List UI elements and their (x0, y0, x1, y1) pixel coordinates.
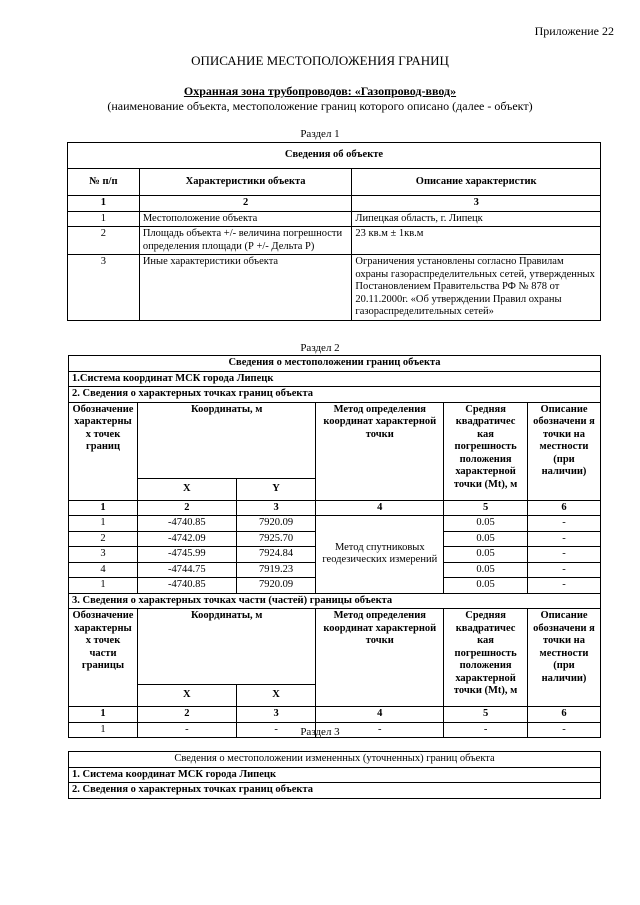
table-row (68, 211, 601, 227)
point-number: 1 (69, 516, 138, 532)
parts-title: 3. Сведения о характерных точках части (частей) границы объекта (69, 593, 601, 609)
header-error: Средняя квадратичес кая погрешность положения характерной точки (Мt), м (444, 402, 528, 500)
col-number: 5 (444, 500, 528, 516)
point-number: 4 (69, 562, 138, 578)
point-error: 0.05 (444, 516, 528, 532)
point-number: 3 (69, 547, 138, 563)
header-description: Описание характеристик (352, 169, 601, 196)
col-number: 5 (444, 707, 528, 723)
col-number: 4 (316, 500, 444, 516)
section1-table (67, 142, 601, 321)
point-desc: - (528, 578, 601, 594)
header-point: Обозначение характерны х точек границ (69, 402, 138, 500)
header-coords: Координаты, м (137, 609, 315, 685)
point-x: -4740.85 (137, 516, 236, 532)
row-name: Местоположение объекта (139, 211, 352, 227)
point-error: 0.05 (444, 547, 528, 563)
coord-system: 1. Система координат МСК города Липецк (69, 767, 601, 783)
coord-system: 1.Система координат МСК города Липецк (69, 371, 601, 387)
point-number: 2 (69, 531, 138, 547)
point-x: - (137, 722, 236, 738)
header-coords: Координаты, м (137, 402, 315, 478)
points-title: 2. Сведения о характерных точках границ объекта (69, 783, 601, 799)
point-x: -4740.85 (137, 578, 236, 594)
col-number: 3 (236, 707, 316, 723)
point-error: 0.05 (444, 562, 528, 578)
points-title: 2. Сведения о характерных точках границ объекта (69, 387, 601, 403)
point-x: -4745.99 (137, 547, 236, 563)
page-title: ОПИСАНИЕ МЕСТОПОЛОЖЕНИЯ ГРАНИЦ (191, 53, 449, 68)
point-y: 7924.84 (236, 547, 316, 563)
point-error: 0.05 (444, 531, 528, 547)
point-error: 0.05 (444, 578, 528, 594)
point-error: - (444, 722, 528, 738)
point-x: -4744.75 (137, 562, 236, 578)
header-desc: Описание обозначени я точки на местности (при наличии) (528, 609, 601, 707)
table-row (69, 516, 601, 532)
point-number: 1 (69, 722, 138, 738)
col-number: 1 (69, 707, 138, 723)
row-number: 1 (68, 211, 140, 227)
col-number: 2 (137, 707, 236, 723)
header-num: № п/п (68, 169, 140, 196)
point-desc: - (528, 722, 601, 738)
section2-title: Сведения о местоположении границ объекта (69, 356, 601, 372)
row-value: Ограничения установлены согласно Правилам охраны газораспределительных сетей, утвержденных Постановлением Правительства РФ № 878 от 20.11.2000г. «Об утверждении Правил охраны газораспределительных сетей» (352, 255, 601, 321)
point-y: 7925.70 (236, 531, 316, 547)
header-x: X (236, 685, 316, 707)
header-method: Метод определения координат характерной точки (316, 609, 444, 707)
point-number: 1 (69, 578, 138, 594)
col-number: 2 (139, 196, 352, 212)
section3-title: Сведения о местоположении измененных (уточненных) границ объекта (69, 752, 601, 768)
header-x: X (137, 685, 236, 707)
header-desc: Описание обозначени я точки на местности (при наличии) (528, 402, 601, 500)
point-y: 7920.09 (236, 516, 316, 532)
section2-table (68, 355, 601, 738)
section3-label: Раздел 3 (300, 726, 340, 738)
header-x: X (137, 478, 236, 500)
col-number: 3 (236, 500, 316, 516)
row-value: Липецкая область, г. Липецк (352, 211, 601, 227)
col-number: 4 (316, 707, 444, 723)
col-number: 6 (528, 500, 601, 516)
col-number: 3 (352, 196, 601, 212)
col-number: 6 (528, 707, 601, 723)
section3-table (68, 751, 601, 799)
point-y: 7919.23 (236, 562, 316, 578)
table-row (68, 255, 601, 321)
point-y: - (236, 722, 316, 738)
section1-title: Сведения об объекте (68, 143, 601, 169)
object-name: Охранная зона трубопроводов: «Газопровод-ввод» (183, 84, 457, 98)
point-desc: - (528, 516, 601, 532)
header-method: Метод определения координат характерной точки (316, 402, 444, 500)
header-y: Y (236, 478, 316, 500)
point-desc: - (528, 562, 601, 578)
section1-label: Раздел 1 (300, 128, 340, 140)
point-desc: - (528, 547, 601, 563)
header-point-part: Обозначение характерны х точек части границы (69, 609, 138, 707)
col-number: 1 (69, 500, 138, 516)
point-y: 7920.09 (236, 578, 316, 594)
appendix-label: Приложение 22 (534, 24, 614, 38)
method-cell: - (316, 722, 444, 738)
row-value: 23 кв.м ± 1кв.м (352, 227, 601, 255)
col-number: 2 (137, 500, 236, 516)
point-x: -4742.09 (137, 531, 236, 547)
point-desc: - (528, 531, 601, 547)
row-number: 3 (68, 255, 140, 321)
method-cell: Метод спутниковых геодезических измерений (316, 516, 444, 594)
row-name: Иные характеристики объекта (139, 255, 352, 321)
header-characteristics: Характеристики объекта (139, 169, 352, 196)
table-row (68, 227, 601, 255)
header-error: Средняя квадратичес кая погрешность положения характерной точки (Мt), м (444, 609, 528, 707)
section2-label: Раздел 2 (300, 342, 340, 354)
row-number: 2 (68, 227, 140, 255)
row-name: Площадь объекта +/- величина погрешности определения площади (Р +/- Дельта Р) (139, 227, 352, 255)
col-number: 1 (68, 196, 140, 212)
object-note: (наименование объекта, местоположение границ которого описано (далее - объект) (107, 99, 533, 113)
